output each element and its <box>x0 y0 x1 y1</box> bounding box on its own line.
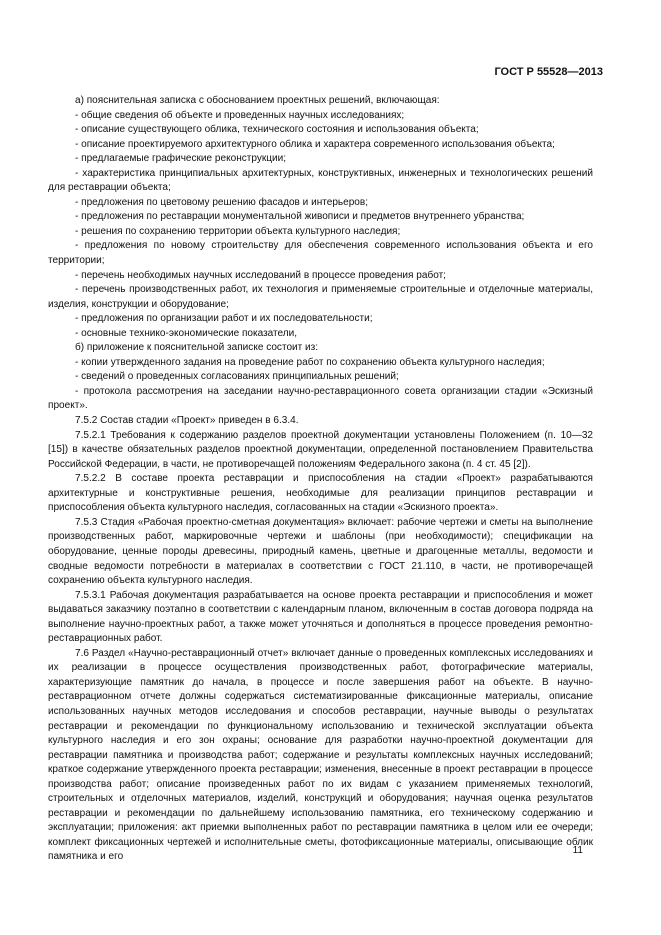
clause-7-5-3-1: 7.5.3.1 Рабочая документация разрабатывается на основе проекта реставрации и приспособления и может выдаваться заказчику поэтапно в соответствии с календарным планом, включенным в состав договора подряда на выполнение научно-проектных работ, а также может уточняться и дополняться в процессе проведения ремонтно-реставрационных работ. <box>48 589 593 645</box>
list-item: - решения по сохранению территории объекта культурного наследия; <box>75 225 401 237</box>
page-number: 11 <box>572 845 583 856</box>
clause-7-5-2-1: 7.5.2.1 Требования к содержанию разделов проектной документации установлены Положением (п. 10—32 [15]) в качестве обязательных разделов проектной документации, определенной постановлением Правительства Российской Федерации, в части, не противоречащей положениям Федерального закона (п. 4 ст. 45 [2]). <box>48 429 593 470</box>
list-item: - общие сведения об объекте и проведенных научных исследованиях; <box>75 109 405 121</box>
clause-7-6: 7.6 Раздел «Научно-реставрационный отчет» включает данные о проведенных комплексных исследованиях и их реализации в процессе осуществления производственных работ, фотографические материалы, характеризующие памятник до начала, в процессе и после завершения работ на объекте. В научно-реставрационном отчете должны содержаться систематизированные фиксационные материалы, описание использованных научных методов исследования и способов реставрации, научные выводы о результатах реставрации и рекомендации по функциональному использованию и технической эксплуатации объекта культурного наследия и его зон охраны; основание для разработки научно-проектной документации для реставрации памятника и производства работ; содержание и результаты комплексных научных исследований; краткое содержание утвержденного проекта реставрации; изменения, внесенные в проект реставрации в процессе производства работ; описание произведенных работ по их видам с указанием применяемых технологий, строительных и отделочных материалов, изделий, конструкций и оборудования; научная оценка результатов реставрации и рекомендации по дальнейшему использованию памятника, его техническому содержанию и эксплуатации; приложения: акт приемки выполненных работ по реставрации памятника в целом или ее очереди; комплект фиксационных чертежей и исполнительные сметы, фотофиксационные материалы, описывающие облик памятника и его <box>48 647 593 863</box>
list-item: - характеристика принципиальных архитектурных, конструктивных, инженерных и технологических решений для реставрации объекта; <box>48 167 593 194</box>
list-item: - предлагаемые графические реконструкции; <box>75 153 287 165</box>
document-code: ГОСТ Р 55528—2013 <box>494 66 603 78</box>
list-item: - сведений о проведенных согласованиях принципиальных решений; <box>75 371 399 383</box>
list-heading-b: б) приложение к пояснительной записке состоит из: <box>75 342 319 354</box>
list-item: - предложения по новому строительству для обеспечения современного использования объекта и его территории; <box>48 240 593 267</box>
list-item: - протокола рассмотрения на заседании научно-реставрационного совета организации стадии «Эскизный проект». <box>48 385 593 412</box>
clause-7-5-2: 7.5.2 Состав стадии «Проект» приведен в 6.3.4. <box>75 415 299 427</box>
list-item: - описание проектируемого архитектурного облика и характера современного использования объекта; <box>75 138 555 150</box>
document-body <box>48 94 593 865</box>
list-item: - копии утвержденного задания на проведение работ по сохранению объекта культурного наследия; <box>75 356 545 368</box>
clause-7-5-2-2: 7.5.2.2 В составе проекта реставрации и приспособления на стадии «Проект» разрабатываются архитектурные и конструктивные решения, необходимые для реализации принципов реставрации и приспособления объекта культурного наследия, согласованных на стадии «Эскизного проекта». <box>48 473 593 514</box>
list-item: - предложения по реставрации монументальной живописи и предметов внутреннего убранства; <box>75 211 525 223</box>
list-heading-a: а) пояснительная записка с обоснованием проектных решений, включающая: <box>75 95 440 106</box>
list-item: - предложения по цветовому решению фасадов и интерьеров; <box>75 196 369 208</box>
list-item: - основные технико-экономические показатели, <box>75 327 298 339</box>
list-item: - описание существующего облика, технического состояния и использования объекта; <box>75 124 479 136</box>
list-item: - предложения по организации работ и их последовательности; <box>75 313 373 325</box>
clause-7-5-3: 7.5.3 Стадия «Рабочая проектно-сметная документация» включает: рабочие чертежи и сметы на выполнение производственных работ, маркировочные чертежи и шаблоны (при необходимости); спецификации на оборудование, ценные породы древесины, природный камень, цветные и драгоценные металлы, ведомости и сводные ведомости потребности в материалах в соответствии с ГОСТ 21.110, в части, не противоречащей сохранению объекта культурного наследия. <box>48 516 593 587</box>
list-item: - перечень необходимых научных исследований в процессе проведения работ; <box>75 269 446 281</box>
list-item: - перечень производственных работ, их технология и применяемые строительные и отделочные материалы, изделия, конструкции и оборудование; <box>48 284 593 310</box>
